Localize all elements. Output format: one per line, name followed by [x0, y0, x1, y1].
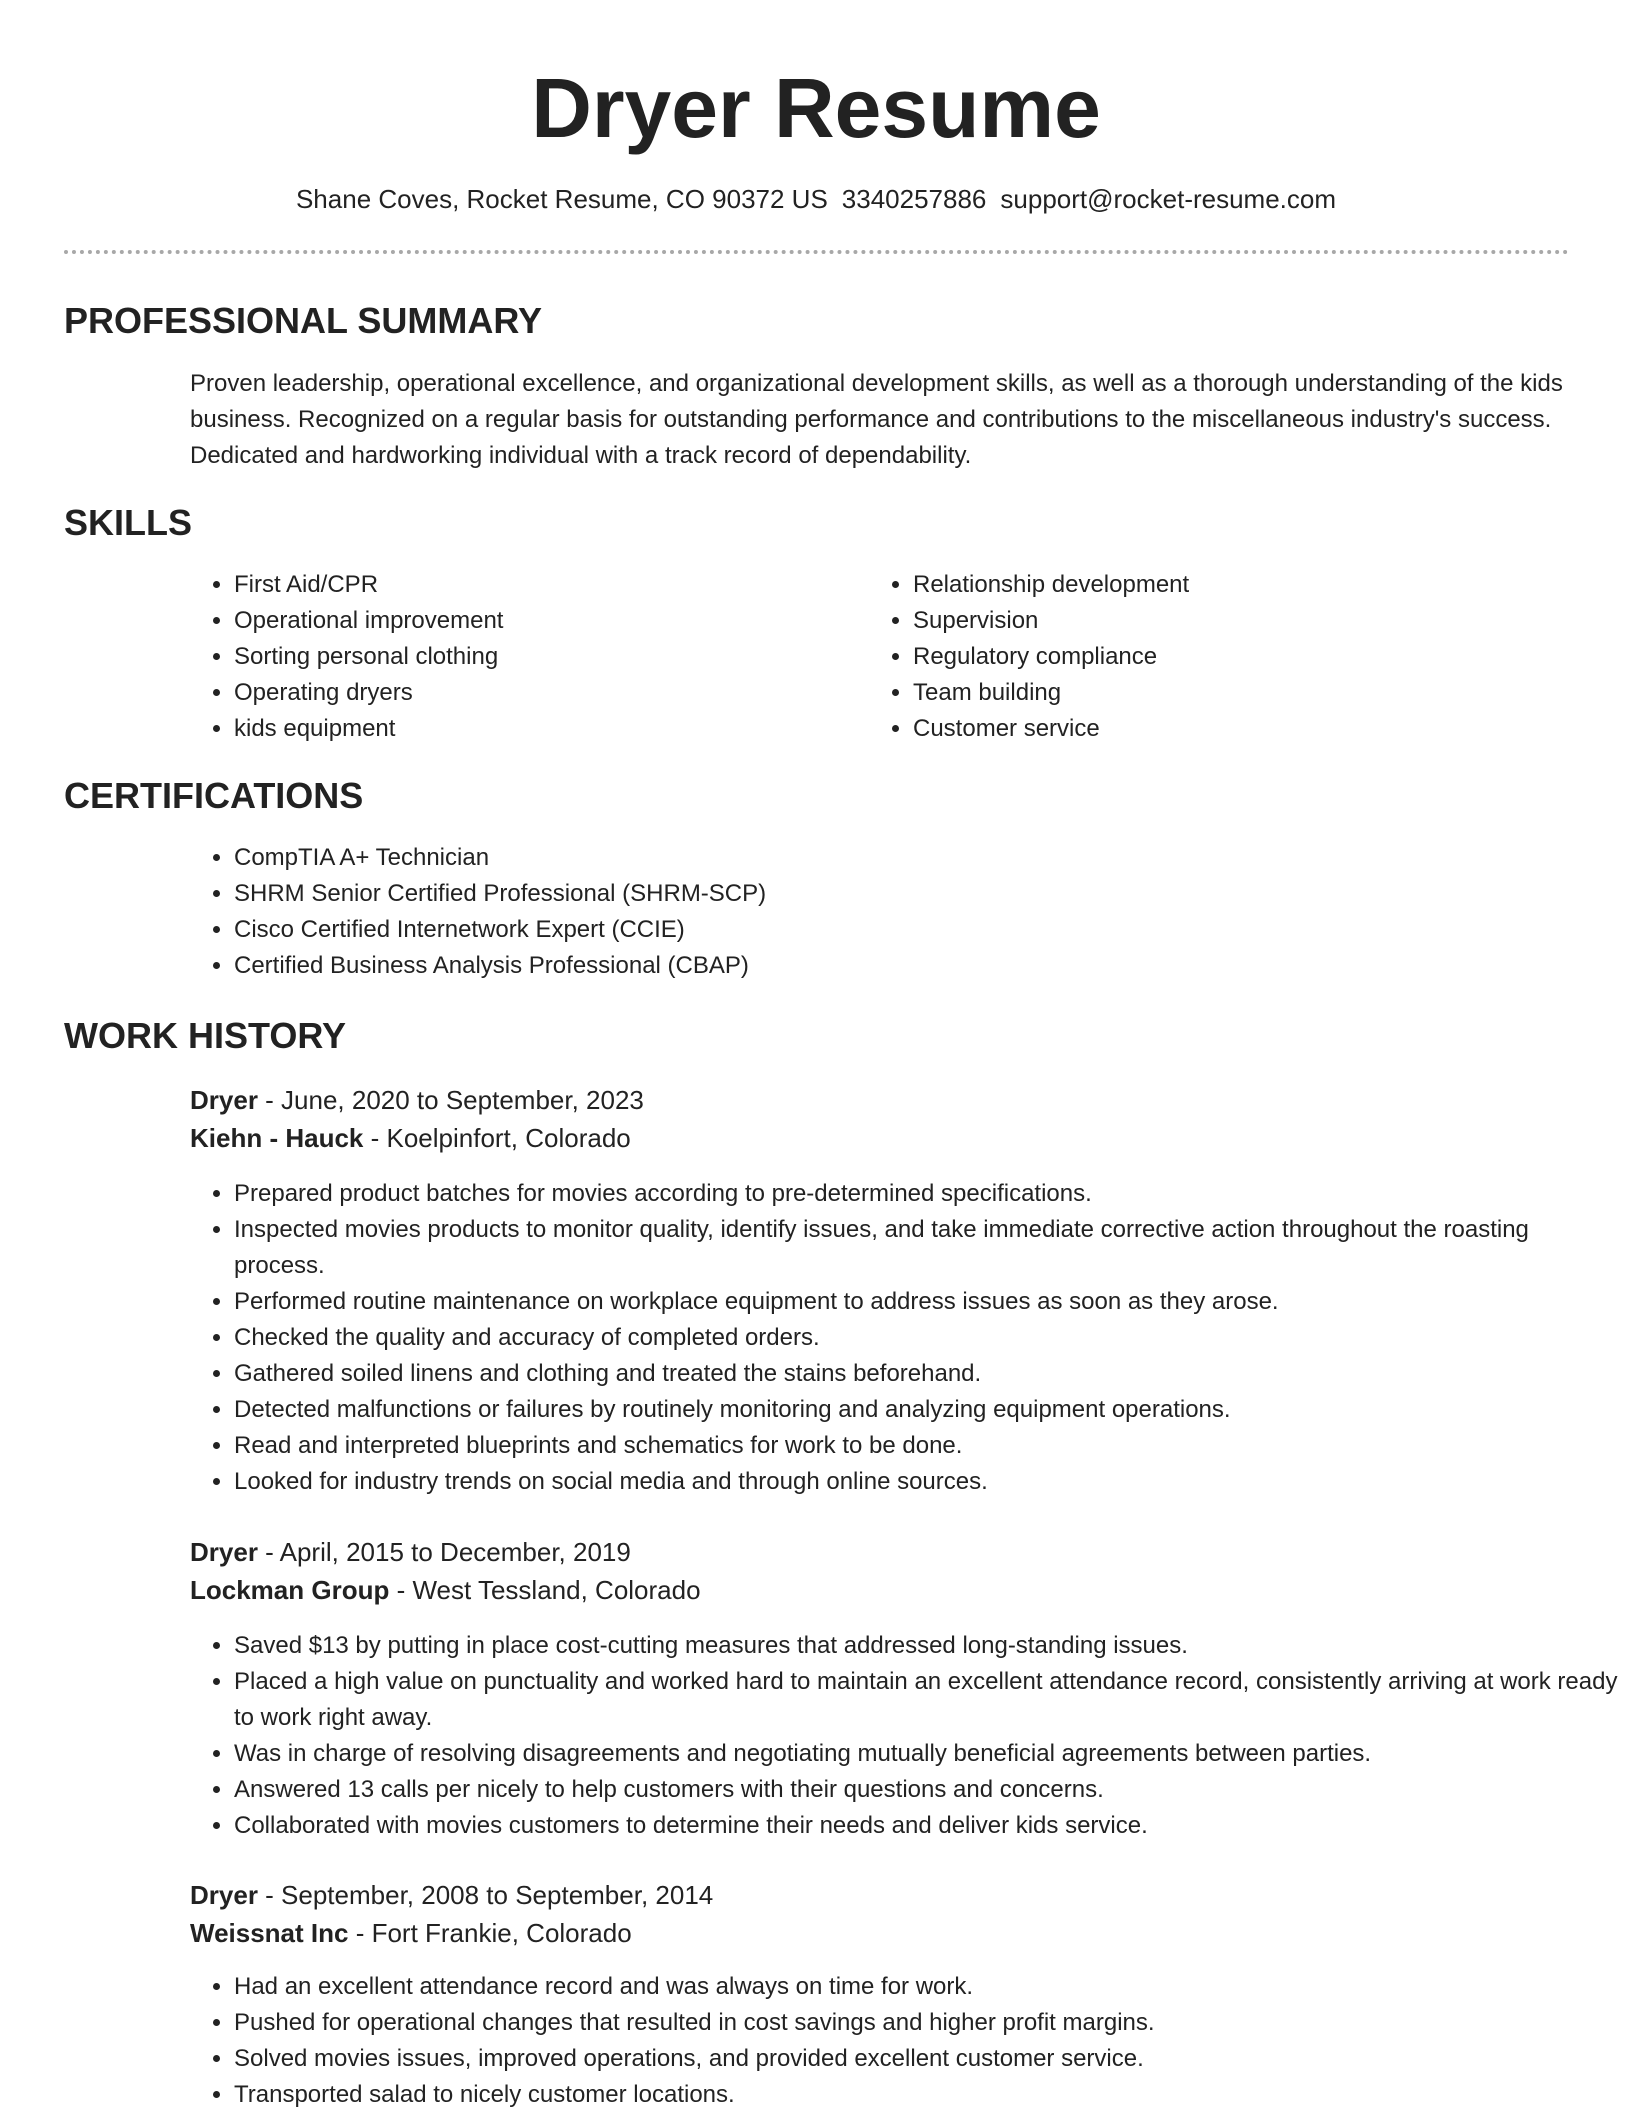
skills-list-right	[869, 567, 1513, 747]
resume-title: Dryer Resume	[531, 61, 1101, 155]
certification-item: • Cisco Certified Internetwork Expert (CCIE)	[234, 912, 1624, 948]
job-dates: - September, 2008 to September, 2014	[257, 1880, 714, 1910]
certifications-heading: CERTIFICATIONS	[64, 775, 364, 816]
job-company-line	[190, 1914, 632, 1952]
job-bullet: • Transported salad to nicely customer locations.	[234, 2077, 1624, 2113]
job-location: - Fort Frankie, Colorado	[348, 1918, 632, 1948]
contact-line	[0, 181, 1632, 217]
job-bullet: • Read and interpreted blueprints and schematics for work to be done.	[234, 1428, 1624, 1464]
skills-list-left	[190, 567, 834, 747]
job-role: Dryer	[190, 1537, 258, 1567]
job-title-line	[190, 1081, 644, 1119]
job-company: Lockman Group	[190, 1575, 390, 1605]
certification-item: • SHRM Senior Certified Professional (SHRM-SCP)	[234, 876, 1624, 912]
job-bullet: • Solved movies issues, improved operations, and provided excellent customer service.	[234, 2041, 1624, 2077]
job-company: Kiehn - Hauck	[190, 1123, 364, 1153]
job-dates: - June, 2020 to September, 2023	[257, 1085, 644, 1115]
skill-item: • Operational improvement	[234, 603, 834, 639]
job-bullet: • Pushed for operational changes that resulted in cost savings and higher profit margins.	[234, 2005, 1624, 2041]
job-bullet: • Detected malfunctions or failures by routinely monitoring and analyzing equipment operations.	[234, 1392, 1624, 1428]
job-bullets	[190, 1176, 1624, 1500]
job-role: Dryer	[190, 1880, 258, 1910]
skill-item: • Customer service	[913, 711, 1513, 747]
summary-heading: PROFESSIONAL SUMMARY	[64, 300, 543, 341]
certification-item: • Certified Business Analysis Professional (CBAP)	[234, 948, 1624, 984]
job-bullet: • Saved $13 by putting in place cost-cutting measures that addressed long-standing issues.	[234, 1628, 1624, 1664]
skill-item: • Regulatory compliance	[913, 639, 1513, 675]
job-bullet: • Prepared product batches for movies according to pre-determined specifications.	[234, 1176, 1624, 1212]
job-bullet: • Placed a high value on punctuality and worked hard to maintain an excellent attendance record, consistently arriving at work ready to work right away.	[234, 1664, 1624, 1736]
job-bullet: • Had an excellent attendance record and was always on time for work.	[234, 1969, 1624, 2005]
header-divider	[64, 250, 1569, 254]
job-bullet: • Checked the quality and accuracy of completed orders.	[234, 1320, 1624, 1356]
certification-item: • CompTIA A+ Technician	[234, 840, 1624, 876]
certifications-list	[190, 840, 1624, 984]
skill-item: • Team building	[913, 675, 1513, 711]
job-bullet: • Was in charge of resolving disagreements and negotiating mutually beneficial agreements between parties.	[234, 1736, 1624, 1772]
job-bullet: • Collaborated with movies customers to determine their needs and deliver kids service.	[234, 1808, 1624, 1844]
skill-item: • First Aid/CPR	[234, 567, 834, 603]
skill-item: • Sorting personal clothing	[234, 639, 834, 675]
contact-address: Shane Coves, Rocket Resume, CO 90372 US	[295, 184, 828, 214]
skill-item: • kids equipment	[234, 711, 834, 747]
contact-email: support@rocket-resume.com	[1000, 184, 1337, 214]
skills-heading: SKILLS	[64, 502, 193, 543]
job-dates: - April, 2015 to December, 2019	[257, 1537, 631, 1567]
job-bullet: • Inspected movies products to monitor quality, identify issues, and take immediate corrective action throughout the roasting process.	[234, 1212, 1624, 1284]
job-company-line	[190, 1119, 631, 1157]
job-company-line	[190, 1571, 701, 1609]
job-location: - West Tessland, Colorado	[389, 1575, 701, 1605]
job-bullets	[190, 1628, 1624, 1844]
job-bullet: • Looked for industry trends on social media and through online sources.	[234, 1464, 1624, 1500]
skill-item: • Relationship development	[913, 567, 1513, 603]
job-company: Weissnat Inc	[190, 1918, 349, 1948]
job-role: Dryer	[190, 1085, 258, 1115]
job-title-line	[190, 1533, 631, 1571]
job-bullet: • Gathered soiled linens and clothing and treated the stains beforehand.	[234, 1356, 1624, 1392]
skill-item: • Supervision	[913, 603, 1513, 639]
job-location: - Koelpinfort, Colorado	[363, 1123, 631, 1153]
summary-text: Proven leadership, operational excellence, and organizational development skills, as well as a thorough understanding of the kids business. Recognized on a regular basis for outstanding performance and contributions to the miscellaneous industry's success. Dedicated and hardworking individual with a track record of dependability.	[190, 370, 1563, 469]
job-title-line	[190, 1876, 713, 1914]
contact-phone: 3340257886	[841, 184, 987, 214]
job-bullet: • Answered 13 calls per nicely to help customers with their questions and concerns.	[234, 1772, 1624, 1808]
job-bullet: • Performed routine maintenance on workplace equipment to address issues as soon as they arose.	[234, 1284, 1624, 1320]
skill-item: • Operating dryers	[234, 675, 834, 711]
work-history-heading: WORK HISTORY	[64, 1015, 347, 1056]
job-bullets	[190, 1969, 1624, 2113]
